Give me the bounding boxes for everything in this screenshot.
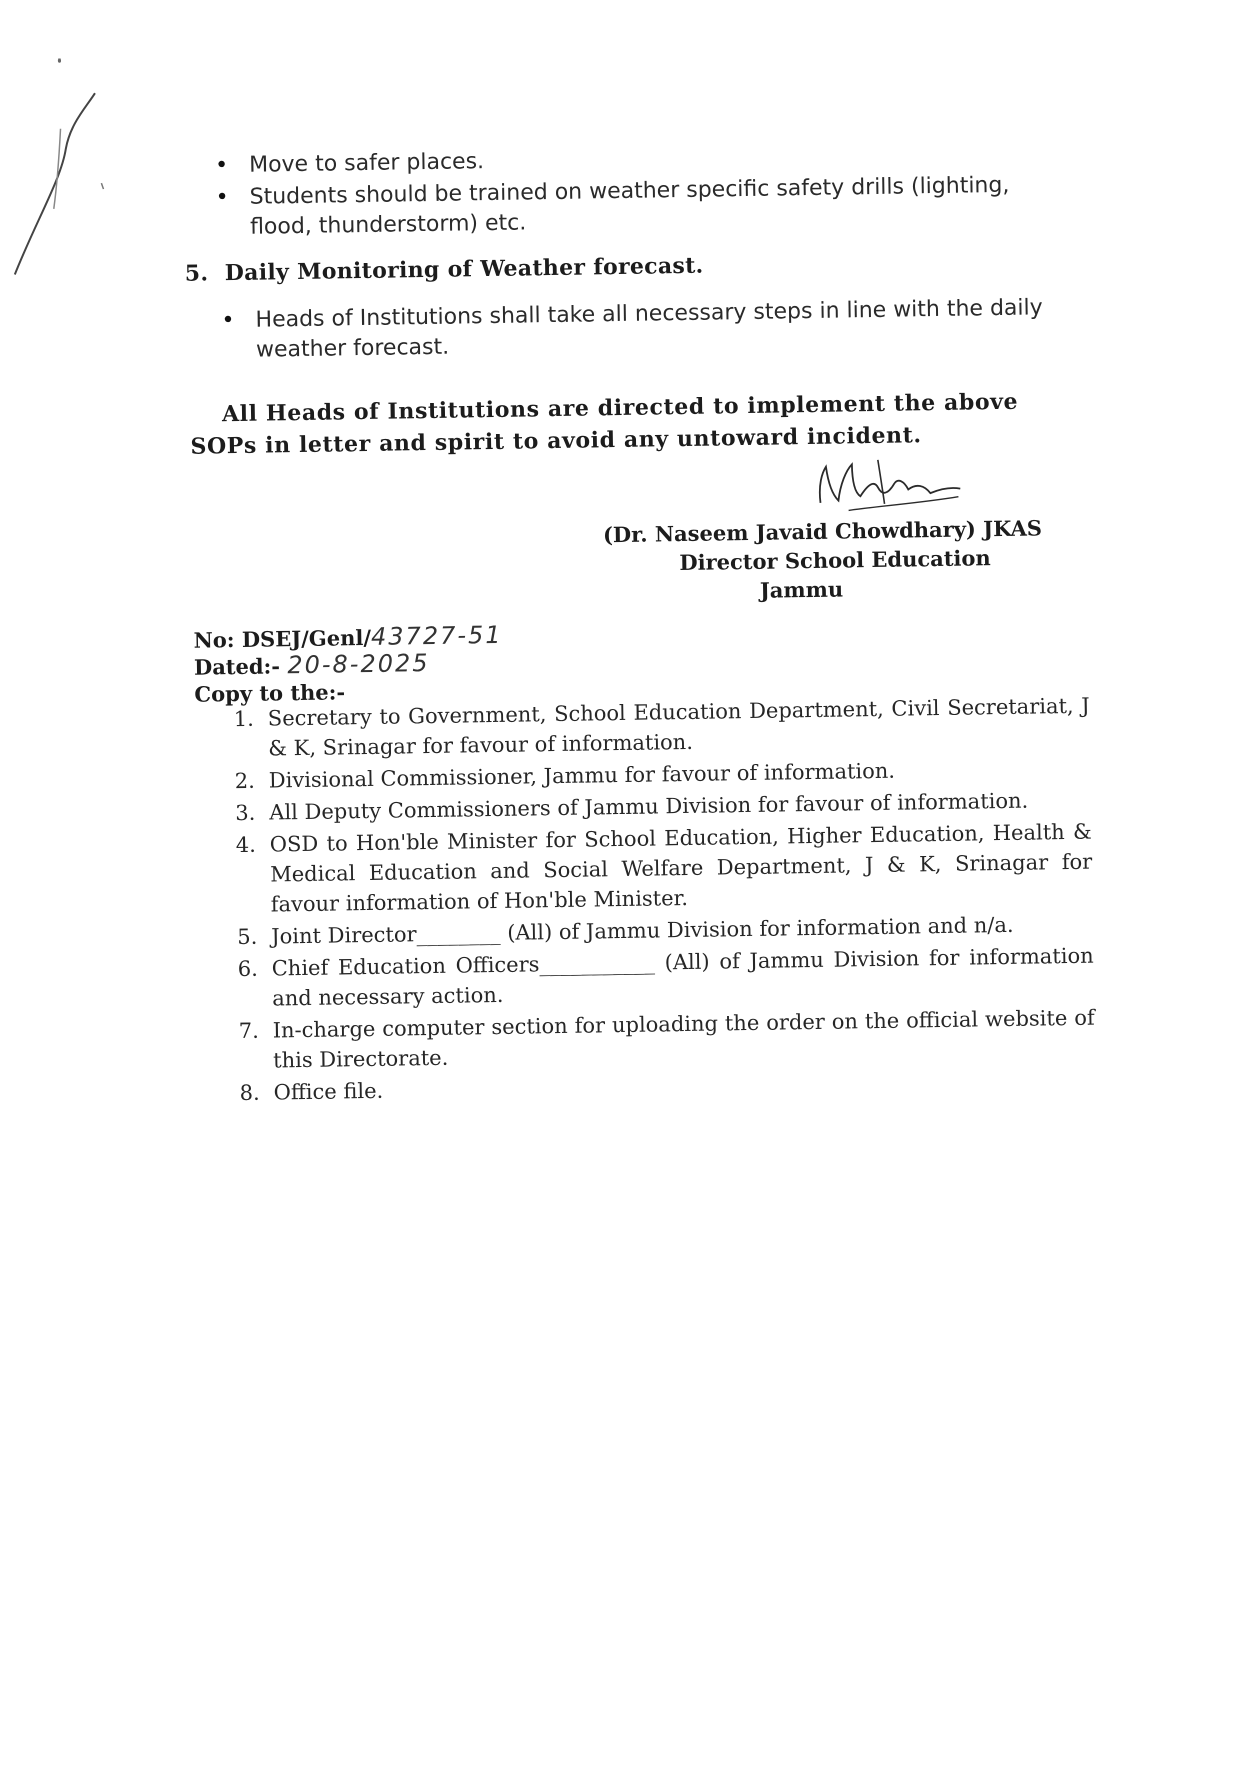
reference-number xyxy=(193,622,502,654)
list-item: 6. Chief Education Officers___________ (All) of Jammu Division for information and necessary action. xyxy=(237,943,1094,1011)
forecast-bullets xyxy=(221,293,1082,369)
section-number: 5. xyxy=(184,260,209,287)
reference-number-value: 43727-51 xyxy=(370,620,503,651)
list-item: 2. Divisional Commissioner, Jammu for favour of information. xyxy=(234,758,896,794)
reference-block xyxy=(193,622,503,708)
directive-paragraph: All Heads of Institutions are directed to implement the above SOPs in letter and spirit to avoid any untoward incident. xyxy=(190,388,1019,460)
signatory-designation: Director School Education xyxy=(679,545,991,576)
section-title: Daily Monitoring of Weather forecast. xyxy=(224,252,704,287)
list-item: 3. All Deputy Commissioners of Jammu Division for favour of information. xyxy=(235,788,1029,826)
list-item: 5. Joint Director________ (All) of Jammu Division for information and n/a. xyxy=(237,912,1014,950)
signatory-location: Jammu xyxy=(759,576,844,603)
list-item: 1. Secretary to Government, School Education Department, Civil Secretariat, J & K, Srinagar for favour of information. xyxy=(233,693,1090,761)
signatory-name: (Dr. Naseem Javaid Chowdhary) JKAS xyxy=(602,515,1043,548)
reference-number-label: No: DSEJ/Genl/ xyxy=(193,624,372,653)
list-item: 4. OSD to Hon'ble Minister for School Education, Higher Education, Health & Medical Education and Social Welfare Department, J & K, Srinagar for favour information of Hon'ble Minister. xyxy=(235,819,1093,917)
list-item: 7. In-charge computer section for uploading the order on the official website of this Directorate. xyxy=(238,1005,1095,1073)
section-heading xyxy=(185,253,704,287)
reference-date-value: 20-8-2025 xyxy=(287,649,430,680)
scan-edge-mark xyxy=(0,48,113,280)
copy-to-list xyxy=(234,691,1096,1110)
weather-safety-bullets xyxy=(215,138,1076,245)
list-item: • Heads of Institutions shall take all necessary steps in line with the daily weather forecast. xyxy=(221,293,1082,367)
list-item: 8. Office file. xyxy=(239,1078,384,1106)
list-item: • Move to safer places. xyxy=(215,138,1075,182)
reference-date-label: Dated:- xyxy=(193,653,281,680)
copy-to-label: Copy to the:- xyxy=(194,679,346,707)
signatory-block xyxy=(559,513,1080,608)
list-item: • Students should be trained on weather specific safety drills (lighting, flood, thunderstorm) etc. xyxy=(215,170,1076,244)
